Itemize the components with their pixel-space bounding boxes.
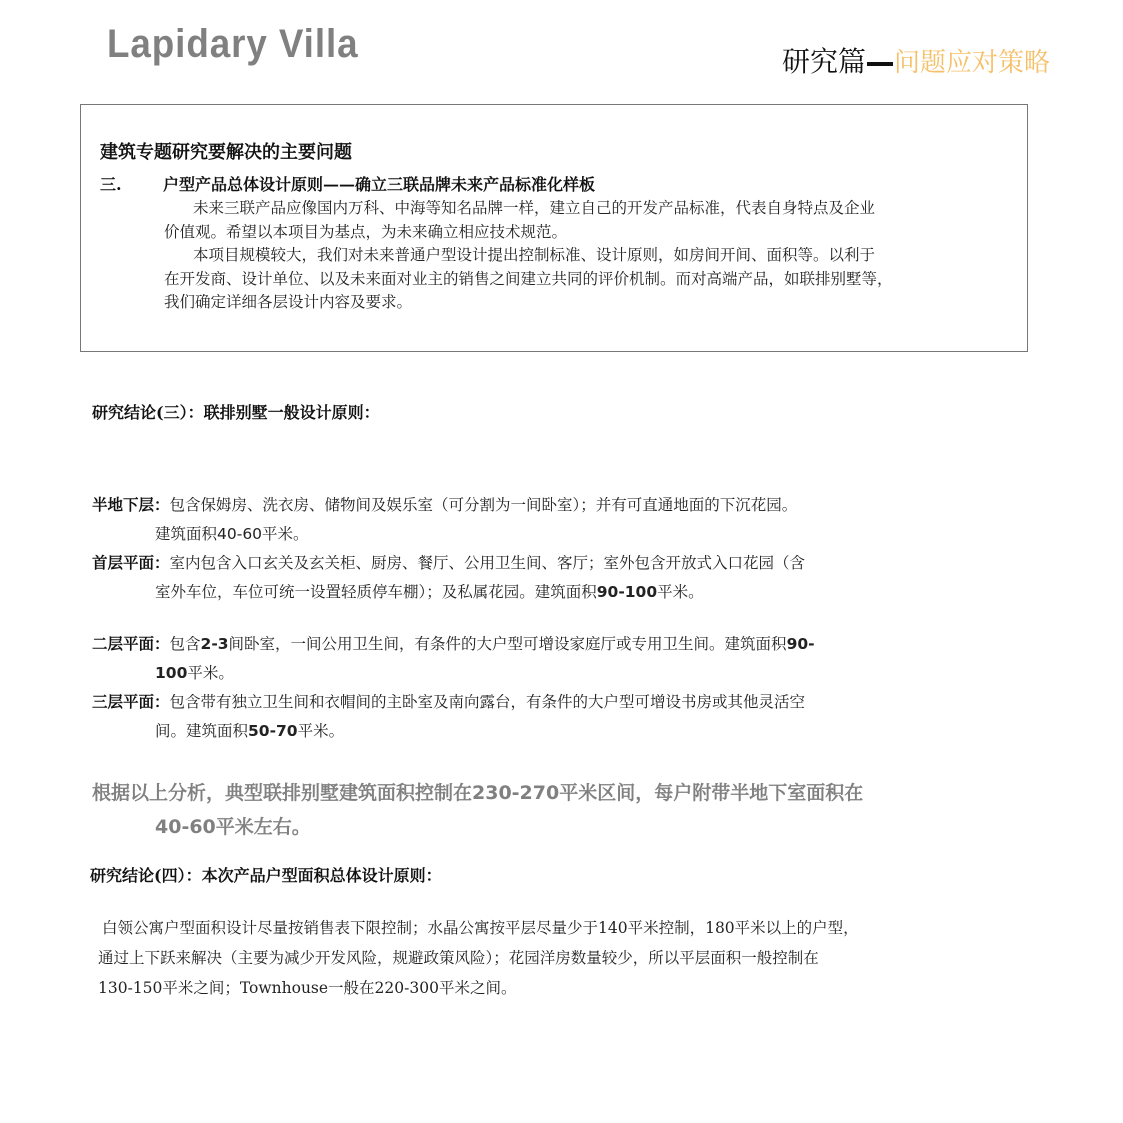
summary-total-area: 230-270	[472, 782, 560, 804]
item-text: 平米。	[657, 583, 704, 601]
item-label: 半地下层：	[92, 495, 170, 514]
box-line: 在开发商、设计单位、以及未来面对业主的销售之间建立共同的评价机制。而对高端产品，如联排别墅等，	[164, 269, 893, 288]
conclusion4-body	[98, 913, 859, 1003]
para-line: 通过上下跃来解决（主要为减少开发风险，规避政策风险）；花园洋房数量较少，所以平层面积一般控制在	[98, 949, 819, 967]
item-rooms: 2-3	[200, 635, 229, 653]
item-text: 室外车位，车位可统一设置轻质停车棚）；及私属花园。建筑面积	[155, 583, 597, 601]
box-line: 未来三联产品应像国内万科、中海等知名品牌一样，建立自己的开发产品标准，代表自身特点及企业	[193, 199, 876, 217]
para-line: 130-150平米之间；Townhouse一般在220-300平米之间。	[98, 979, 517, 997]
item-text: 间卧室，一间公用卫生间，有条件的大户型可增设家庭厅或专用卫生间。建筑面积	[228, 635, 787, 653]
item-ground-floor	[92, 548, 805, 607]
box-subtitle	[100, 172, 595, 195]
title-dash	[867, 62, 893, 66]
summary-text: 平米左右。	[215, 816, 311, 838]
para-line: 白领公寓户型面积设计尽量按销售表下限控制；水晶公寓按平层尽量少于140平米控制，180平米以上的户型，	[102, 919, 859, 937]
summary-basement-area: 40-60	[155, 816, 216, 838]
item-text: 室内包含入口玄关及玄关柜、厨房、餐厅、公用卫生间、客厅；室外包含开放式入口花园（含	[169, 554, 806, 572]
item-text: 间。建筑面积	[155, 722, 249, 740]
section-sub: 问题应对策略	[894, 48, 1051, 78]
box-line: 价值观。希望以本项目为基点，为未来确立相应技术规范。	[164, 222, 568, 241]
item-area: 90-100	[596, 583, 658, 601]
item-area: 100	[155, 664, 188, 682]
box-sub-number: 三.	[100, 175, 122, 194]
item-text: 包含	[169, 635, 201, 653]
item-area: 90-	[786, 635, 815, 653]
item-text: 包含带有独立卫生间和衣帽间的主卧室及南向露台，有条件的大户型可增设书房或其他灵活空	[169, 693, 806, 711]
summary-text: 平米区间，每户附带半地下室面积在	[559, 782, 864, 804]
item-label: 首层平面：	[92, 553, 170, 572]
box-title: 建筑专题研究要解决的主要问题	[100, 142, 352, 163]
conclusion3-heading: 研究结论(三）：联排别墅一般设计原则：	[92, 403, 380, 422]
item-text: 平米。	[297, 722, 345, 740]
item-text: 平米。	[187, 664, 234, 682]
item-second-floor	[92, 629, 815, 688]
logo: Lapidary Villa	[107, 22, 359, 66]
box-body	[164, 197, 1034, 315]
box-sub-title: 户型产品总体设计原则——确立三联品牌未来产品标准化样板	[163, 175, 596, 194]
item-text: 建筑面积40-60平米。	[155, 525, 309, 543]
box-line: 本项目规模较大，我们对未来普通户型设计提出控制标准、设计原则，如房间开间、面积等。以利于	[193, 246, 876, 264]
problem-box	[80, 104, 1028, 352]
summary	[92, 776, 863, 844]
section-main: 研究篇	[782, 45, 867, 78]
item-text: 包含保姆房、洗衣房、储物间及娱乐室（可分割为一间卧室）；并有可直通地面的下沉花园。	[169, 496, 798, 514]
box-line: 我们确定详细各层设计内容及要求。	[164, 293, 413, 311]
section-title	[782, 40, 1050, 80]
item-label: 二层平面：	[92, 634, 170, 653]
item-third-floor	[92, 687, 805, 746]
item-area: 50-70	[248, 722, 298, 740]
conclusion4-heading: 研究结论(四）：本次产品户型面积总体设计原则：	[90, 866, 442, 885]
item-basement	[92, 490, 797, 549]
item-label: 三层平面：	[92, 692, 170, 711]
summary-text: 根据以上分析，典型联排别墅建筑面积控制在	[92, 782, 473, 804]
